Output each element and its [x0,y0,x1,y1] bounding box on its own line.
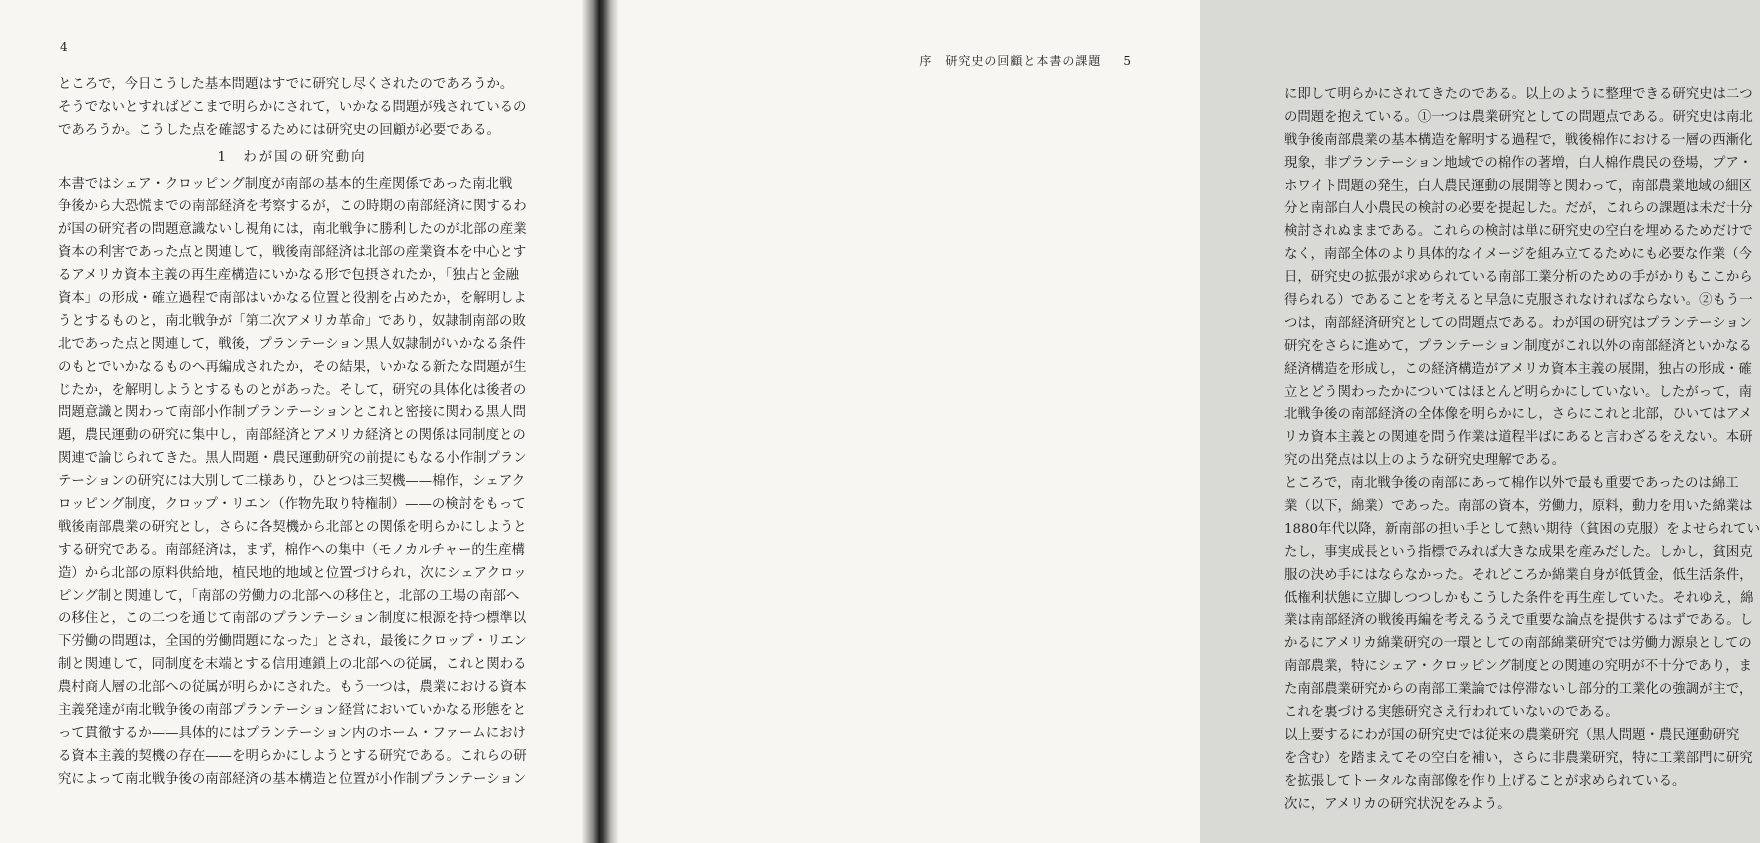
text-line: 問題意識と関わって南部小作制プランテーションとこれと密接に関わる黒人問 [58,405,526,421]
text-line: 関連で論じられてきた。黒人問題・農民運動研究の前提にもなる小作制プラン [58,451,527,467]
text-line: 資本」の形成・確立過程で南部はいかなる位置と役割を占めたか，を解明しよ [58,291,527,307]
left-body-paragraph [58,174,526,792]
left-page-body [58,74,526,792]
text-line: する研究である。南部経済は，まず，棉作への集中（モノカルチャー的生産構 [58,542,525,558]
text-line: 以上要するにわが国の研究史では従来の農業研究（黒人問題・農民運動研究 [1284,727,1740,743]
text-line: が国の研究者の問題意識ないし視角には，南北戦争に勝利したのが北部の産業 [58,222,527,238]
text-line: 次に，アメリカの研究状況をみよう。 [1284,796,1511,812]
text-line: の問題を抱えている。①一つは農業研究としての問題点である。研究史は南北 [1284,109,1753,125]
running-head [919,52,1132,69]
text-line: って貫徹するか——具体的にはプランテーション内のホーム・ファームにおけ [58,725,526,741]
text-line: 1880年代以降，新南部の担い手として熱い期待（貧困の克服）をよせられてい [1284,521,1760,537]
text-line: に即して明らかにされてきたのである。以上のように整理できる研究史は二つ [1284,87,1753,102]
text-line: 業（以下，綿業）であった。南部の資本，労働力，原料，動力を用いた綿業は [1284,499,1753,515]
text-line: 日，研究史の拡張が求められている南部工業分析のための手がかりもここから [1284,270,1753,286]
text-line: 服の決め手にはならなかった。それどころか綿業自身が低賃金，低生活条件， [1284,567,1753,583]
text-line: これを裏づける実態研究さえ行われていないのである。 [1284,705,1619,721]
text-line: 分と南部白人小農民の検討の必要を提起した。だが，これらの課題は未だ十分 [1284,201,1753,217]
text-line: 農村商人層の北部への従属が明らかにされた。もう一つは，農業における資本 [58,680,527,696]
text-line: つは，南部経済研究としての問題点である。わが国の研究はプランテーション [1284,315,1753,331]
text-line: リカ資本主義との関連を問う作業は道程半ばにあると言わざるをえない。本研 [1284,430,1753,446]
page-number-left: 4 [60,40,69,54]
section-heading: 1 わが国の研究動向 [217,149,367,165]
text-line: 戦後南部農業の研究とし，さらに各契機から北部との関係を明らかにしようと [58,519,527,535]
text-line: 南部農業，特にシェア・クロッピング制度との関連の究明が不十分であり，ま [1284,659,1752,675]
text-line: のもとでいかなるものへ再編成されたか，その結果，いかなる新たな問題が生 [58,359,527,375]
text-line: ピング制と関連して，「南部の労働力の北部への移住と，北部の工場の南部へ [58,588,520,604]
text-line: 低権利状態に立脚しつつしかもこうした条件を再生産していた。それゆえ，綿 [1284,590,1754,606]
text-line: 究によって南北戦争後の南部経済の基本構造と位置が小作制プランテーション [58,771,527,787]
text-line: る資本主義的契機の存在——を明らかにしようとする研究である。これらの研 [58,748,527,764]
text-line: うとするものと，南北戦争が「第二次アメリカ革命」であり，奴隷制南部の敗 [58,313,526,329]
text-line: ロッピング制度，クロップ・リエン（作物先取り特権制）——の検討をもって [58,497,526,513]
text-line: た南部農業研究からの南部工業論では停滞ないし部分的工業化の強調が主で， [1284,682,1753,698]
text-line: 争後から大恐慌までの南部経済を考察するが，この時期の南部経済に関するわ [58,199,527,215]
text-line: 戦争後南部農業の基本構造を解明する過程で，戦後棉作における一層の西漸化 [1284,132,1753,148]
left-page [0,0,588,843]
text-line: ホワイト問題の発生，白人農民運動の展開等と関わって，南部農業地域の細区 [1284,178,1752,194]
right-page [612,0,1760,843]
text-line: 経済構造を形成し，この経済構造がアメリカ資本主義の展開，独占の形成・確 [1284,361,1752,377]
text-line: ところで，南北戦争後の南部にあって棉作以外で最も重要であったのは綿工 [1284,476,1739,492]
text-line: を含む）を踏まえてその空白を補い，さらに非農業研究，特に工業部門に研究 [1284,750,1753,766]
text-line: 現象，非プランテーション地域での棉作の著増，白人棉作農民の登場，プア・ [1284,155,1753,171]
text-line: 研究をさらに進めて，プランテーション制度がこれ以外の南部経済といかなる [1284,338,1752,354]
book-gutter-shadow [582,0,618,843]
text-line: 業は南部経済の戦後再編を考えるうえで重要な論点を提供するはずである。し [1284,613,1754,629]
text-line: かるにアメリカ綿業研究の一環としての南部綿業研究では労働力源泉としての [1284,636,1752,652]
running-head-title: 序 研究史の回顧と本書の課題 [919,54,1102,68]
text-line: であろうか。こうした点を確認するためには研究史の回顧が必要である。 [58,122,500,138]
text-line: 本書ではシェア・クロッピング制度が南部の基本的生産関係であった南北戦 [58,176,513,192]
text-line: の移住と，この二つを通じて南部のプランテーション制度に根源を持つ標準以 [58,611,527,627]
text-line: たし，事実成長という指標でみれば大きな成果を産みだした。しかし，貧困克 [1284,544,1753,560]
text-line: テーションの研究には大別して二様あり，ひとつは三契機——棉作，シェアク [58,474,526,490]
text-line: 立とどう関わったかについてはほとんど明らかにしていない。したがって，南 [1284,384,1752,400]
text-line: るアメリカ資本主義の再生産構造にいかなる形で包摂されたか，「独占と金融 [58,268,520,284]
text-line: 資本の利害であった点と関連して，戦後南部経済は北部の産業資本を中心とす [58,245,527,261]
text-line: ところで，今日こうした基本問題はすでに研究し尽くされたのであろうか。 [58,77,514,92]
text-line: 題，農民運動の研究に集中し，南部経済とアメリカ経済との関係は同制度との [58,428,526,444]
intro-paragraph [58,74,526,143]
text-line: なく，南部全体のより具体的なイメージを組み立てるためにも必要な作業（今 [1284,247,1752,263]
text-line: そうでないとすればどこまで明らかにされて，いかなる問題が残されているの [58,99,527,115]
text-line: 検討されぬままである。これらの検討は単に研究史の空白を埋めるためだけで [1284,224,1753,240]
text-line: 得られる）であることを考えると早急に克服されなければならない。②もう一 [1284,293,1753,309]
text-line: 下労働の問題は，全国的労働問題になった」とされ，最後にクロップ・リエン [58,634,527,650]
text-line: じたか，を解明しようとするものとがあった。そして，研究の具体化は後者の [58,382,527,398]
text-line: 究の出発点は以上のような研究史理解である。 [1284,453,1566,469]
text-line: 北であった点と関連して，戦後，プランテーション黒人奴隷制がいかなる条件 [58,336,526,352]
page-number-right: 5 [1123,54,1132,68]
text-line: 主義発達が南北戦争後の南部プランテーション経営においていかなる形態をと [58,703,527,719]
right-page-body [1284,84,1760,817]
text-line: 制と関連して，同制度を末端とする信用連鎖上の北部への従属，これと関わる [58,657,527,673]
text-line: 造）から北部の原料供給地，植民地的地域と位置づけられ，次にシェアクロッ [58,565,527,581]
text-line: 北戦争後の南部経済の全体像を明らかにし，さらにこれと北部，ひいてはアメ [1284,407,1752,423]
text-line: を拡張してトータルな南部像を作り上げることが求められている。 [1284,773,1686,789]
